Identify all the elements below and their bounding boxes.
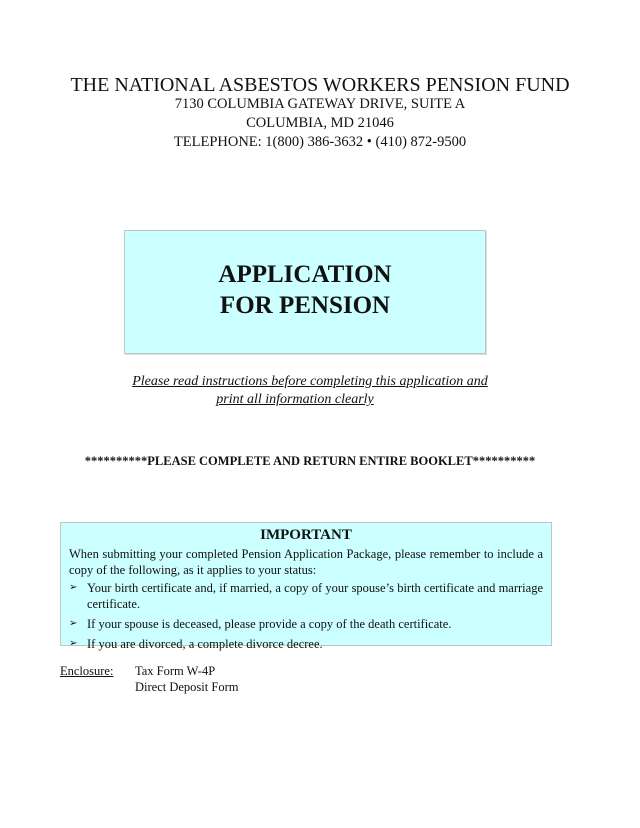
arrow-bullet-icon: ➢	[69, 618, 78, 629]
arrow-bullet-icon: ➢	[69, 638, 78, 649]
list-item: ➢ Your birth certificate and, if married, a copy of your spouse’s birth certificate and marriage certificate.	[69, 581, 543, 611]
title-box	[124, 230, 486, 354]
telephone: TELEPHONE: 1(800) 386-3632 • (410) 872-9500	[173, 134, 467, 150]
title-line-1: APPLICATION	[218, 261, 392, 288]
enclosure-item: Tax Form W-4P	[135, 664, 216, 678]
address-line-2: COLUMBIA, MD 21046	[246, 115, 394, 131]
org-name: THE NATIONAL ASBESTOS WORKERS PENSION FUND	[70, 74, 570, 96]
address-line-1: 7130 COLUMBIA GATEWAY DRIVE, SUITE A	[174, 96, 466, 112]
important-intro: When submitting your completed Pension Application Package, please remember to include a copy of the following, as it applies to your status:	[69, 547, 543, 577]
important-box	[60, 522, 552, 651]
instructions-line-1: Please read instructions before completing this application and	[132, 374, 488, 389]
important-heading: IMPORTANT	[260, 527, 352, 543]
title-line-2: FOR PENSION	[219, 292, 391, 319]
arrow-bullet-icon: ➢	[69, 582, 78, 593]
return-booklet-notice: **********PLEASE COMPLETE AND RETURN ENTIRE BOOKLET**********	[84, 454, 536, 468]
important-list	[69, 580, 543, 652]
list-item: ➢ If your spouse is deceased, please provide a copy of the death certificate.	[69, 617, 452, 631]
enclosure-item: Direct Deposit Form	[135, 680, 239, 694]
enclosure-label: Enclosure:	[60, 664, 114, 678]
instructions-line-2: print all information clearly	[216, 392, 374, 407]
list-item: ➢ If you are divorced, a complete divorce decree.	[69, 637, 323, 651]
